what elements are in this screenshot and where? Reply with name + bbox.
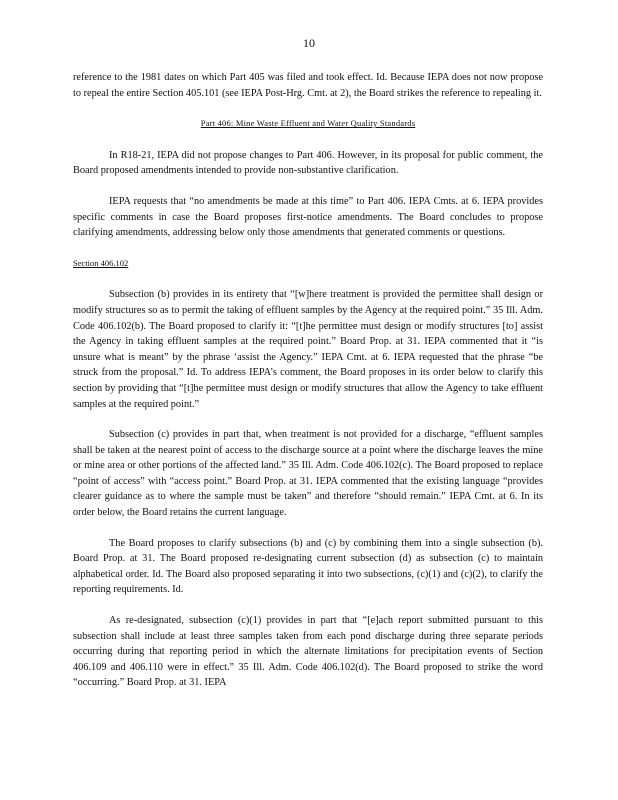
page-number: 10 [303,36,315,50]
paragraph-combining-subsections: The Board proposes to clarify subsections (b) and (c) by combining them into a single subsection (b). Board Prop. at 31. The Board proposed re-designating current subsection (d) as subsection (c) to maintain alphabetical order. Id. The Board also proposed separating it into two subsections, (c)(1) and (c)(2), to clarify the reporting requirements. Id. [73,537,543,596]
heading-section-406-102: Section 406.102 [73,257,129,268]
paragraph-r18-21-background: In R18-21, IEPA did not propose changes to Part 406. However, in its proposal for public comment, the Board proposed amendments intended to provide non-substantive clarification. [73,149,543,177]
paragraph-subsection-b: Subsection (b) provides in its entirety that “[w]here treatment is provided the permittee shall design or modify structures so as to permit the taking of effluent samples by the Agency at the required point.” 35 Ill. Adm. Code 406.102(b). The Board proposed to clarify it: “[t]he permittee must design or modify structures [to] assist the Agency in taking effluent samples at the required point.” Board Prop. at 31. IEPA commented that it “is unsure what is meant” by the phrase ‘assist the Agency.” IEPA Cmt. at 6. IEPA requested that the phrase “be struck from the proposal.” Id. To address IEPA’s comment, the Board proposes in its order below to clarify this section by providing that “[t]he permittee must design or modify structures that allow the Agency to take effluent samples at the required point.” [73,289,543,410]
page-body [73,70,543,706]
paragraph-part-405-reference: reference to the 1981 dates on which Part 405 was filed and took effect. Id. Because IEPA does not now propose to repeal the entire Section 405.101 (see IEPA Post-Hrg. Cmt. at 2), the Board strikes the reference to repealing it. [73,72,543,99]
paragraph-re-designated-subsection: As re-designated, subsection (c)(1) provides in part that “[e]ach report submitted pursuant to this subsection shall include at least three samples taken from each pond discharge during three separate periods occurring during that reporting period in which the alternate limitations for precipitation events of Section 406.109 and 406.110 were in effect.” 35 Ill. Adm. Code 406.102(d). The Board proposed to strike the word “occurring.” Board Prop. at 31. IEPA [73,615,543,689]
heading-part-406: Part 406: Mine Waste Effluent and Water Quality Standards [200,118,416,129]
paragraph-iepa-requests: IEPA requests that “no amendments be made at this time” to Part 406. IEPA Cmts. at 6. IEPA provides specific comments in case the Board proposes first-notice amendments. The Board concludes to propose clarifying amendments, addressing below only those amendments that generated comments or questions. [73,195,543,239]
paragraph-subsection-c: Subsection (c) provides in part that, when treatment is not provided for a discharge, “effluent samples shall be taken at the nearest point of access to the discharge source at a point where the discharge leaves the mine or mine area or other portions of the affected land.” 35 Ill. Adm. Code 406.102(c). The Board proposed to replace “point of access” with “access point.” Board Prop. at 31. IEPA commented that the existing language “provides clearer guidance as to where the sample must be taken” and therefore “should remain.” IEPA Cmt. at 6. In its order below, the Board retains the current language. [73,429,543,519]
